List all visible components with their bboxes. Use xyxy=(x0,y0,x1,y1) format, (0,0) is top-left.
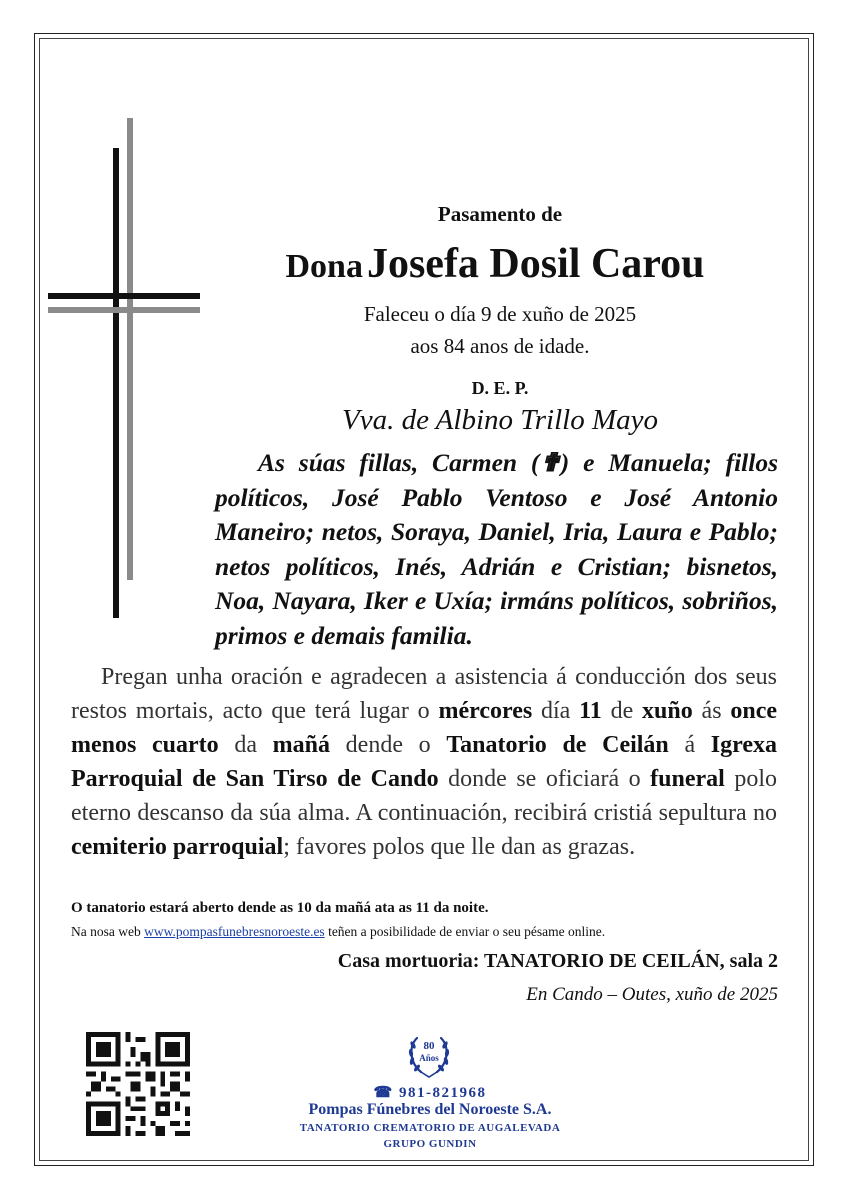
cross-icon xyxy=(48,118,200,618)
deceased-name: Josefa Dosil Carou xyxy=(366,241,705,287)
cross-horizontal-grey xyxy=(48,307,200,313)
phone-line xyxy=(350,1083,510,1102)
company-name: Pompas Fúnebres del Noroeste S.A. xyxy=(308,1101,552,1118)
announcement-text: á xyxy=(668,732,711,758)
service-month: xuño xyxy=(642,698,693,724)
announcement-text: de xyxy=(601,698,643,724)
announcement-text: da xyxy=(218,732,273,758)
qr-code-icon[interactable] xyxy=(86,1032,190,1136)
website-link[interactable]: www.pompasfunebresnoroeste.es xyxy=(144,924,325,939)
announcement-text: ás xyxy=(692,698,731,724)
deceased-name-line xyxy=(215,240,775,288)
web-note xyxy=(71,924,605,940)
service-origin: Tanatorio de Ceilán xyxy=(446,732,669,758)
phone-icon: ☎ xyxy=(373,1085,394,1101)
cross-vertical-grey xyxy=(127,118,133,580)
announcement-paragraph xyxy=(71,660,777,864)
family-text: As súas fillas, Carmen (✟) e Manuela; fillos políticos, José Pablo Ventoso e José Antonio Maneiro; netos, Soraya, Daniel, Iria, Laura e Pablo; netos políticos, Inés, Adrián e Cristian; bisnetos, Noa, Nayara, Iker e Uxía; irmáns políticos, sobriños, primos e demais familia. xyxy=(215,448,778,650)
service-destination: Igrexa Parroquial de San Tirso de Cando xyxy=(71,732,778,792)
place-date: En Cando – Outes, xuño de 2025 xyxy=(526,984,778,1005)
announcement-text: dende o xyxy=(330,732,447,758)
announcement-text: polo eterno descanso da súa alma. A continuación, recibirá cristiá sepultura no xyxy=(71,766,778,826)
cross-vertical-black xyxy=(113,148,119,618)
death-date: Faleceu o día 9 de xuño de 2025 xyxy=(363,302,637,326)
name-prefix: Dona xyxy=(285,248,363,285)
cemetery-name: cemiterio parroquial xyxy=(71,834,284,860)
announcement-text: Pregan unha oración e agradecen a asistencia á conducción dos seus restos mortais, acto que terá lugar o xyxy=(71,664,777,724)
funeral-home-room: , sala 2 xyxy=(719,950,778,972)
service-period: mañá xyxy=(272,732,330,758)
cross-horizontal-black xyxy=(48,293,200,299)
announcement-text: ; favores polos que lle dan as grazas. xyxy=(283,834,636,860)
anniversary-word: Años xyxy=(419,1053,439,1063)
rip-label: D. E. P. xyxy=(471,378,529,398)
web-prefix: Na nosa web xyxy=(71,924,145,939)
announcement-text: donde se oficiará o xyxy=(438,766,651,792)
anniversary-number: 80 xyxy=(423,1040,435,1052)
funeral-word: funeral xyxy=(650,766,725,792)
funeral-home-label: Casa mortuoria: TANATORIO DE CEILÁN xyxy=(337,950,720,972)
web-suffix: teñen a posibilidade de enviar o seu pésame online. xyxy=(324,924,606,939)
group-name: GRUPO GUNDIN xyxy=(383,1138,477,1150)
service-time: once menos cuarto xyxy=(71,698,777,758)
phone-number: 981-821968 xyxy=(398,1085,487,1101)
widow-line: Vva. de Albino Trillo Mayo xyxy=(341,404,659,436)
funeral-home xyxy=(338,950,778,973)
crematorium-name: TANATORIO CREMATORIO DE AUGALEVADA xyxy=(299,1122,561,1134)
opening-hours: O tanatorio estará aberto dende as 10 da mañá ata as 11 da noite. xyxy=(71,900,489,916)
service-day: mércores xyxy=(438,698,533,724)
age-line: aos 84 anos de idade. xyxy=(410,334,590,358)
service-date: 11 xyxy=(579,698,602,724)
intro-heading: Pasamento de xyxy=(437,202,563,226)
family-list xyxy=(215,446,778,653)
announcement-text: día xyxy=(532,698,580,724)
